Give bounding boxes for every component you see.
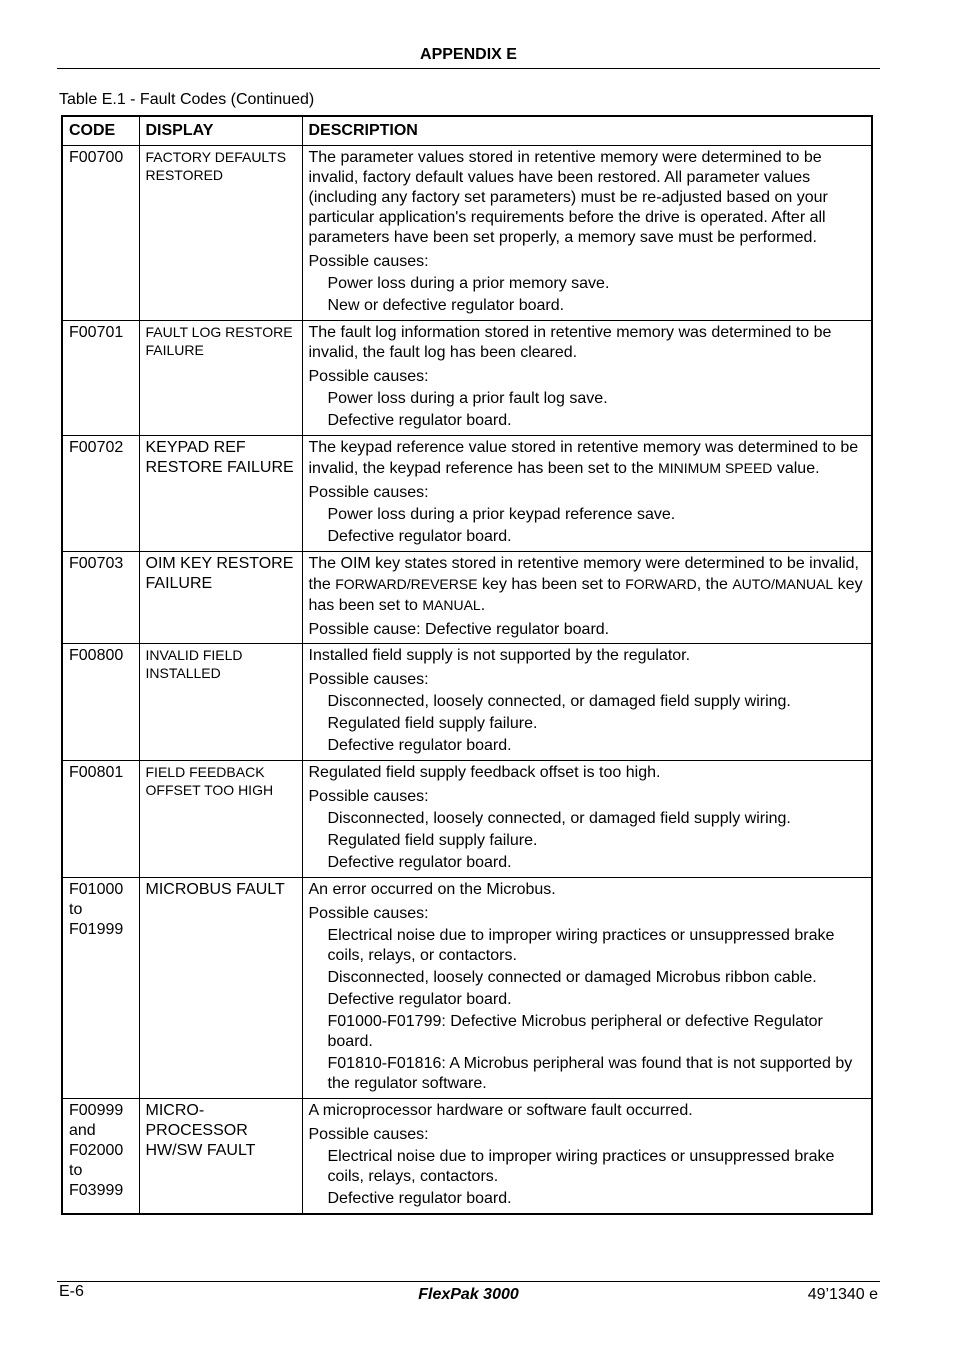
footer-divider [57,1281,880,1282]
possible-causes-label: Possible causes: [308,788,429,805]
cause-item: Disconnected, loosely connected, or damaged field supply wiring. [327,810,791,827]
cause-item: Defective regulator board. [327,991,512,1008]
cause-item: New or defective regulator board. [327,297,565,314]
fault-display-cell [139,644,302,761]
description-fragment: , the [696,576,733,593]
fault-description [302,761,872,878]
description-fragment: The OIM key states stored in retentive memory were determined to be invalid, the [308,555,859,593]
fault-display-cell [139,878,302,1099]
table-caption: Table E.1 - Fault Codes (Continued) [59,91,315,108]
fault-display-text: OIM KEY RESTORE FAILURE [145,555,294,592]
fault-display-text: MICRO-PROCESSOR HW/SW FAULT [145,1102,256,1159]
fault-code: F00801 [62,761,139,878]
fault-display-cell [139,321,302,436]
column-header-code: CODE [62,116,139,146]
cause-item: F01000-F01799: Defective Microbus peripheral or defective Regulator board. [327,1013,823,1050]
description-fragment: The keypad reference value stored in retentive memory was determined to be invalid, the keypad reference has been set to the [308,439,859,477]
fault-code: F00700 [62,146,139,321]
description-fragment: value. [772,460,820,477]
column-header-description: DESCRIPTION [302,116,872,146]
table-body [62,146,872,1215]
cause-item: Disconnected, loosely connected, or damaged field supply wiring. [327,693,791,710]
header-divider [57,68,880,69]
fault-description [302,321,872,436]
fault-code: F00701 [62,321,139,436]
possible-causes-label: Possible causes: [308,1126,429,1143]
fault-description [302,146,872,321]
description-text [309,438,867,479]
table-row [62,644,872,761]
fault-display-text: INVALID FIELD INSTALLED [145,647,243,681]
fault-code: F00999 and F02000 to F03999 [62,1099,139,1215]
table-row [62,761,872,878]
description-text: Regulated field supply feedback offset is too high. [308,764,661,781]
possible-causes-label: Possible causes: [308,484,429,501]
fault-display-text: FACTORY DEFAULTS RESTORED [145,149,287,183]
cause-item: Defective regulator board. [327,854,512,871]
fault-description [302,644,872,761]
fault-display-text: KEYPAD REF RESTORE FAILURE [145,439,294,476]
table-row [62,1099,872,1215]
document-number: 49’1340 e [807,1286,878,1303]
fault-display-cell [139,436,302,552]
cause-item: Electrical noise due to improper wiring practices or unsuppressed brake coils, relays, or contactors. [327,927,835,964]
fault-description [302,436,872,552]
page-number: E-6 [59,1283,84,1300]
cause-item: Electrical noise due to improper wiring practices or unsuppressed brake coils, relays, contactors. [327,1148,835,1185]
table-header-row [62,116,872,146]
table-row [62,321,872,436]
fault-code: F01000 to F01999 [62,878,139,1099]
description-text: The parameter values stored in retentive memory were determined to be invalid, factory default values have been restored. All parameter values (including any factory set parameters) must be re-adjusted based on your particular application's requirements before the drive is operated. After all parameters have been set properly, a memory save must be performed. [308,149,828,246]
fault-display-cell [139,761,302,878]
possible-cause-text: Possible cause: Defective regulator board. [308,621,610,638]
possible-causes-label: Possible causes: [308,671,429,688]
small-caps-term: MINIMUM SPEED [658,460,773,476]
description-fragment: key has been set to [477,576,626,593]
fault-description [302,552,872,644]
small-caps-term: MANUAL [422,597,481,613]
fault-description [302,1099,872,1215]
fault-display-text: FAULT LOG RESTORE FAILURE [145,324,293,358]
possible-causes-label: Possible causes: [308,368,429,385]
fault-display-cell [139,552,302,644]
fault-code: F00703 [62,552,139,644]
cause-item: Defective regulator board. [327,737,512,754]
cause-item: Power loss during a prior memory save. [327,275,610,292]
cause-item: Regulated field supply failure. [327,715,538,732]
cause-item: F01810-F01816: A Microbus peripheral was found that is not supported by the regulator software. [327,1055,853,1092]
fault-display-cell [139,146,302,321]
fault-display-cell [139,1099,302,1215]
fault-code: F00702 [62,436,139,552]
small-caps-term: AUTO/MANUAL [732,576,834,592]
column-header-display: DISPLAY [139,116,302,146]
possible-causes-label: Possible causes: [308,253,429,270]
fault-code: F00800 [62,644,139,761]
description-text: An error occurred on the Microbus. [308,881,556,898]
fault-codes-table [61,115,873,1215]
fault-description [302,878,872,1099]
small-caps-term: FORWARD [625,576,697,592]
table-row [62,436,872,552]
product-name: FlexPak 3000 [418,1286,519,1303]
possible-causes-label: Possible causes: [308,905,429,922]
description-text: A microprocessor hardware or software fault occurred. [308,1102,693,1119]
cause-item: Defective regulator board. [327,1190,512,1207]
table-row [62,878,872,1099]
table-row [62,146,872,321]
cause-item: Power loss during a prior fault log save. [327,390,608,407]
fault-display-text: MICROBUS FAULT [145,881,285,898]
description-text [309,554,867,616]
page-header: APPENDIX E [420,46,517,63]
small-caps-term: FORWARD/REVERSE [335,576,478,592]
cause-item: Power loss during a prior keypad reference save. [327,506,676,523]
description-text: The fault log information stored in retentive memory was determined to be invalid, the fault log has been cleared. [308,324,832,361]
cause-item: Regulated field supply failure. [327,832,538,849]
cause-item: Defective regulator board. [327,528,512,545]
description-fragment: . [480,597,486,614]
cause-item: Disconnected, loosely connected or damaged Microbus ribbon cable. [327,969,817,986]
cause-item: Defective regulator board. [327,412,512,429]
description-text: Installed field supply is not supported by the regulator. [308,647,691,664]
description-fragment: key has been set to [308,576,863,614]
table-row [62,552,872,644]
fault-display-text: FIELD FEEDBACK OFFSET TOO HIGH [145,764,274,798]
